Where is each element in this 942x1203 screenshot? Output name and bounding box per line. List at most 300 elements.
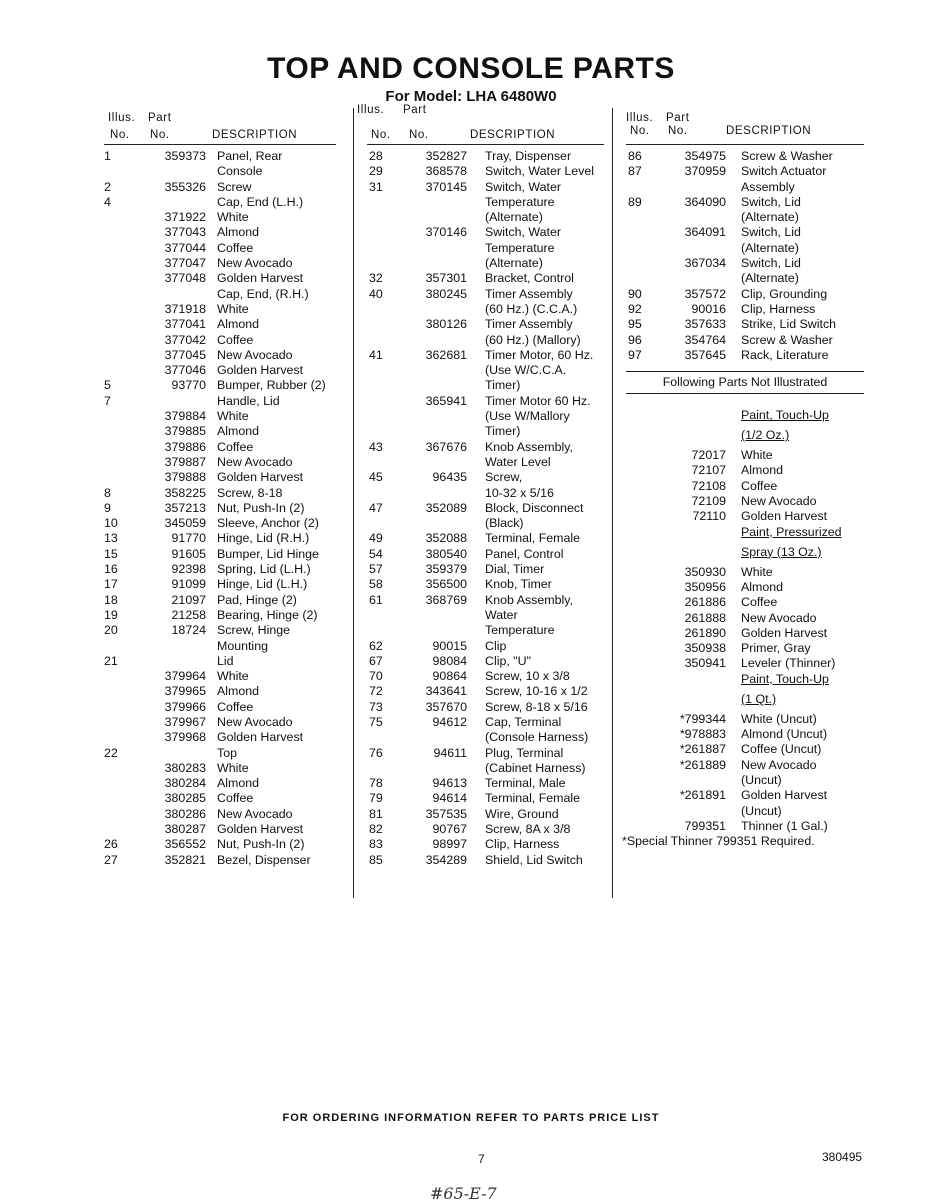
part-number: 21258 [171, 607, 206, 622]
part-description: Temperature [485, 623, 555, 638]
part-description: Switch Actuator [741, 164, 827, 179]
illus-number: 31 [369, 179, 383, 194]
part-description: Screw, 8-18 x 5/16 [485, 699, 588, 714]
part-number: 799351 [684, 818, 726, 833]
part-number: 352088 [425, 531, 467, 546]
part-description: Almond [217, 776, 260, 791]
part-number: 377041 [164, 317, 206, 332]
table-row [104, 378, 336, 393]
illus-number: 49 [369, 531, 383, 546]
illus-number: 58 [369, 577, 383, 592]
header-illus: Illus. [626, 112, 654, 124]
table-row [367, 317, 604, 332]
table-row [367, 822, 604, 837]
part-description: Clip, Harness [485, 837, 560, 852]
part-number: 356500 [425, 577, 467, 592]
table-row [104, 639, 336, 654]
part-description: Mounting [217, 638, 268, 653]
part-number: 379968 [164, 730, 206, 745]
part-description: (1/2 Oz.) [741, 428, 790, 443]
part-description: (60 Hz.) (Mallory) [485, 332, 581, 347]
part-description: Block, Disconnect [485, 500, 584, 515]
table-row [626, 595, 864, 610]
table-row [104, 164, 336, 179]
table-row [626, 727, 864, 742]
part-description: Screw, 10 x 3/8 [485, 669, 570, 684]
part-number: 352821 [164, 852, 206, 867]
part-description: Panel, Rear [217, 149, 283, 163]
part-description: Coffee [217, 791, 254, 806]
part-number: 21097 [171, 592, 206, 607]
part-number: 379965 [164, 684, 206, 699]
part-number: 377042 [164, 332, 206, 347]
illus-number: 13 [104, 531, 118, 546]
part-description: New Avocado [741, 494, 817, 509]
table-row [626, 611, 864, 626]
table-row [104, 225, 336, 240]
part-number: 380245 [425, 286, 467, 301]
part-description: Almond (Uncut) [741, 727, 828, 742]
page-title: TOP AND CONSOLE PARTS [267, 52, 675, 85]
part-description: Screw, 8-18 [217, 485, 283, 500]
table-row [626, 287, 864, 302]
table-row [367, 577, 604, 592]
table-row [626, 788, 864, 803]
part-number: 94613 [432, 776, 467, 791]
part-number: 354289 [425, 852, 467, 867]
table-row [367, 180, 604, 195]
part-description: Water Level [485, 454, 551, 469]
part-description: Screw & Washer [741, 149, 833, 163]
table-row [104, 654, 336, 669]
part-description: Knob Assembly, [485, 592, 573, 607]
part-description: Clip, "U" [485, 653, 531, 668]
part-description: Coffee [217, 332, 254, 347]
part-number: 352827 [425, 149, 467, 163]
column-header [626, 110, 864, 145]
illus-number: 87 [628, 164, 642, 179]
part-description: Assembly [741, 179, 795, 194]
part-description: Handle, Lid [217, 393, 280, 408]
illus-number: 89 [628, 194, 642, 209]
part-number: 357670 [425, 699, 467, 714]
table-row [626, 210, 864, 225]
part-description: (Cabinet Harness) [485, 760, 586, 775]
table-row [104, 333, 336, 348]
illus-number: 67 [369, 653, 383, 668]
part-description: Coffee [217, 439, 254, 454]
table-row [367, 730, 604, 745]
part-number: 72017 [691, 448, 726, 463]
table-row [104, 348, 336, 363]
illus-number: 8 [104, 485, 111, 500]
part-description: Temperature [485, 194, 555, 209]
header-illus-no: No. [110, 129, 130, 141]
illus-number: 1 [104, 149, 111, 163]
illus-number: 2 [104, 179, 111, 194]
illus-number: 41 [369, 347, 383, 362]
table-row [367, 409, 604, 424]
table-row [104, 608, 336, 623]
part-description: Terminal, Female [485, 531, 581, 546]
part-number: 380283 [164, 760, 206, 775]
table-row [104, 470, 336, 485]
part-description: (Alternate) [741, 271, 799, 286]
table-row [626, 448, 864, 463]
table-row [626, 333, 864, 348]
part-number: 379964 [164, 669, 206, 684]
part-description: White (Uncut) [741, 711, 817, 726]
table-row [367, 746, 604, 761]
table-row [104, 807, 336, 822]
part-number: 98084 [432, 653, 467, 668]
table-row [104, 837, 336, 852]
part-description: Golden Harvest [741, 509, 828, 524]
header-part-no: No. [668, 125, 688, 137]
part-number: 367034 [684, 256, 726, 271]
part-number: 357213 [164, 500, 206, 515]
header-illus-no: No. [371, 129, 391, 141]
part-description: Timer) [485, 424, 521, 439]
part-description: (Alternate) [741, 210, 799, 225]
table-row [626, 164, 864, 179]
table-row [626, 525, 864, 545]
header-part-no: No. [409, 129, 429, 141]
illus-number: 92 [628, 301, 642, 316]
part-description: (Alternate) [485, 210, 543, 225]
part-description: Bracket, Control [485, 271, 574, 286]
table-row [367, 424, 604, 439]
part-number: 379966 [164, 699, 206, 714]
table-row [367, 853, 604, 868]
part-number: 345059 [164, 516, 206, 531]
table-row [626, 256, 864, 271]
table-row [104, 195, 336, 210]
part-description: Bearing, Hinge (2) [217, 607, 318, 622]
table-row [367, 639, 604, 654]
part-description: Clip, Grounding [741, 286, 828, 301]
part-description: (Console Harness) [485, 730, 589, 745]
part-number: 370145 [425, 179, 467, 194]
part-number: 96435 [432, 470, 467, 485]
header-illus-no: No. [630, 125, 650, 137]
part-description: Nut, Push-In (2) [217, 500, 305, 515]
illus-number: 61 [369, 592, 383, 607]
part-description: Coffee [217, 240, 254, 255]
column-header [357, 104, 604, 145]
part-description: Switch, Water [485, 225, 561, 240]
part-number: 370959 [684, 164, 726, 179]
part-number: 357633 [684, 317, 726, 332]
document-number: 380495 [822, 1150, 863, 1164]
part-description: Screw, 10-16 x 1/2 [485, 684, 588, 699]
part-number: 377043 [164, 225, 206, 240]
part-description: Golden Harvest [217, 470, 304, 485]
part-description: (Use W/C.C.A. [485, 363, 567, 378]
part-description: Tray, Dispenser [485, 149, 572, 163]
part-number: 364090 [684, 194, 726, 209]
illus-number: 19 [104, 607, 118, 622]
table-row [626, 692, 864, 712]
table-row [104, 730, 336, 745]
part-number: 354975 [684, 149, 726, 163]
part-description: Cap, Terminal [485, 714, 562, 729]
illus-number: 7 [104, 393, 111, 408]
part-description: White [741, 564, 773, 579]
illus-number: 9 [104, 500, 111, 515]
table-row [104, 501, 336, 516]
header-part: Part [666, 112, 690, 124]
table-row [367, 761, 604, 776]
part-description: Switch, Lid [741, 256, 801, 271]
part-description: New Avocado [217, 714, 293, 729]
table-row [626, 149, 864, 164]
illus-number: 4 [104, 194, 111, 209]
illus-number: 82 [369, 822, 383, 837]
part-number: 357535 [425, 806, 467, 821]
column-divider-2 [612, 108, 613, 898]
table-row [626, 241, 864, 256]
part-number: 90015 [432, 638, 467, 653]
part-number: 72108 [691, 478, 726, 493]
illus-number: 95 [628, 317, 642, 332]
part-number: 377047 [164, 256, 206, 271]
part-description: Terminal, Female [485, 791, 581, 806]
part-number: *261891 [679, 788, 726, 803]
illus-number: 5 [104, 378, 111, 393]
table-row [104, 409, 336, 424]
table-row [104, 684, 336, 699]
illus-number: 57 [369, 562, 383, 577]
part-description: Switch, Water Level [485, 164, 595, 179]
table-row [367, 333, 604, 348]
part-description: Bumper, Lid Hinge [217, 546, 319, 561]
part-description: (1 Qt.) [741, 691, 777, 706]
part-description: Clip [485, 638, 507, 653]
parts-column-1 [104, 110, 336, 868]
header-part-no: No. [150, 129, 170, 141]
part-number: 380540 [425, 546, 467, 561]
special-note: *Special Thinner 799351 Required. [622, 834, 815, 849]
ordering-note: FOR ORDERING INFORMATION REFER TO PARTS PRICE LIST [282, 1112, 660, 1124]
handwritten-note: #65-E-7 [430, 1184, 497, 1203]
table-row [104, 562, 336, 577]
part-description: Lid [217, 653, 234, 668]
illus-number: 73 [369, 699, 383, 714]
part-description: Golden Harvest [217, 363, 304, 378]
illus-number: 62 [369, 638, 383, 653]
illus-number: 81 [369, 806, 383, 821]
part-description: Nut, Push-In (2) [217, 837, 305, 852]
part-number: 354764 [684, 332, 726, 347]
part-number: 350941 [684, 656, 726, 671]
table-row [367, 562, 604, 577]
part-description: Strike, Lid Switch [741, 317, 837, 332]
table-row [367, 608, 604, 623]
part-number: 357645 [684, 347, 726, 362]
illus-number: 90 [628, 286, 642, 301]
header-illus: Illus. [357, 104, 385, 116]
table-row [367, 241, 604, 256]
illus-number: 28 [369, 149, 383, 163]
part-number: 90767 [432, 822, 467, 837]
part-description: Terminal, Male [485, 776, 566, 791]
table-row [104, 180, 336, 195]
table-row [626, 509, 864, 524]
illus-number: 45 [369, 470, 383, 485]
table-row [626, 494, 864, 509]
part-description: Temperature [485, 240, 555, 255]
table-row [367, 715, 604, 730]
part-description: Screw, Hinge [217, 623, 291, 638]
part-description: Coffee [741, 478, 778, 493]
part-description: Clip, Harness [741, 301, 816, 316]
table-row [367, 394, 604, 409]
illus-number: 85 [369, 852, 383, 867]
part-number: 91770 [171, 531, 206, 546]
part-description: New Avocado [217, 256, 293, 271]
table-row [367, 501, 604, 516]
part-number: 350938 [684, 641, 726, 656]
table-row [367, 807, 604, 822]
part-number: 368769 [425, 592, 467, 607]
part-description: Almond [217, 424, 260, 439]
part-number: 377046 [164, 363, 206, 378]
part-description: White [217, 210, 249, 225]
part-description: New Avocado [217, 454, 293, 469]
illus-number: 22 [104, 745, 118, 760]
part-number: 364091 [684, 225, 726, 240]
table-row [104, 317, 336, 332]
table-row [367, 593, 604, 608]
part-description: Golden Harvest [217, 271, 304, 286]
part-number: 359373 [164, 149, 206, 163]
section-rule [626, 371, 864, 372]
part-description: Switch, Water [485, 179, 561, 194]
table-row [104, 210, 336, 225]
part-description: Knob, Timer [485, 577, 552, 592]
part-description: Spray (13 Oz.) [741, 544, 822, 559]
table-row [367, 210, 604, 225]
part-description: Screw & Washer [741, 332, 833, 347]
part-description: Coffee [741, 595, 778, 610]
table-row [626, 479, 864, 494]
part-number: 18724 [171, 623, 206, 638]
part-description: Knob Assembly, [485, 439, 573, 454]
part-description: New Avocado [741, 757, 817, 772]
table-row [367, 547, 604, 562]
part-description: (60 Hz.) (C.C.A.) [485, 301, 578, 316]
part-number: *261889 [679, 757, 726, 772]
table-row [104, 593, 336, 608]
illus-number: 17 [104, 577, 118, 592]
table-row [367, 256, 604, 271]
part-number: 72109 [691, 494, 726, 509]
part-number: 365941 [425, 393, 467, 408]
table-row [626, 545, 864, 565]
table-row [626, 180, 864, 195]
section-rule [626, 393, 864, 394]
illus-number: 96 [628, 332, 642, 347]
part-description: Top [217, 745, 237, 760]
table-row [626, 565, 864, 580]
illus-number: 79 [369, 791, 383, 806]
not-illustrated-heading: Following Parts Not Illustrated [662, 375, 828, 390]
page-number: 7 [478, 1152, 485, 1166]
part-description: Leveler (Thinner) [741, 656, 836, 671]
part-number: 357301 [425, 271, 467, 286]
table-row [626, 819, 864, 834]
part-number: 72107 [691, 463, 726, 478]
table-row [104, 455, 336, 470]
illus-number: 97 [628, 347, 642, 362]
illus-number: 21 [104, 653, 118, 668]
table-row [367, 149, 604, 164]
table-row [626, 580, 864, 595]
table-row [626, 408, 864, 428]
table-row [367, 654, 604, 669]
part-description: Sleeve, Anchor (2) [217, 516, 319, 531]
table-row [104, 761, 336, 776]
column-header [104, 110, 336, 145]
header-description: DESCRIPTION [470, 129, 556, 141]
part-number: 358225 [164, 485, 206, 500]
table-row [626, 742, 864, 757]
part-description: Almond [217, 225, 260, 240]
part-description: Thinner (1 Gal.) [741, 818, 828, 833]
table-row [367, 363, 604, 378]
part-description: Bumper, Rubber (2) [217, 378, 326, 393]
table-row [367, 302, 604, 317]
part-number: *261887 [679, 742, 726, 757]
table-row [367, 837, 604, 852]
table-row [104, 424, 336, 439]
table-row [626, 348, 864, 363]
part-description: Golden Harvest [217, 730, 304, 745]
table-row [626, 656, 864, 671]
part-description: Golden Harvest [217, 822, 304, 837]
header-description: DESCRIPTION [726, 125, 812, 137]
table-row [104, 791, 336, 806]
part-number: 367676 [425, 439, 467, 454]
table-row [104, 822, 336, 837]
part-description: Paint, Touch-Up [741, 671, 829, 686]
part-description: New Avocado [741, 610, 817, 625]
part-description: Rack, Literature [741, 347, 829, 362]
table-row [367, 378, 604, 393]
part-description: Screw, [485, 470, 523, 485]
part-number: 343641 [425, 684, 467, 699]
table-row [626, 225, 864, 240]
part-number: 379888 [164, 470, 206, 485]
illus-number: 54 [369, 546, 383, 561]
part-description: Golden Harvest [741, 625, 828, 640]
part-number: 379887 [164, 454, 206, 469]
part-description: Almond [217, 684, 260, 699]
part-description: Spring, Lid (L.H.) [217, 562, 311, 577]
part-number: *799344 [679, 711, 726, 726]
table-row [626, 195, 864, 210]
part-description: Switch, Lid [741, 194, 801, 209]
table-row [104, 256, 336, 271]
table-row [367, 287, 604, 302]
illus-number: 76 [369, 745, 383, 760]
part-number: 352089 [425, 500, 467, 515]
part-description: White [741, 448, 773, 463]
table-row [367, 486, 604, 501]
part-number: 355326 [164, 179, 206, 194]
table-row [367, 164, 604, 179]
